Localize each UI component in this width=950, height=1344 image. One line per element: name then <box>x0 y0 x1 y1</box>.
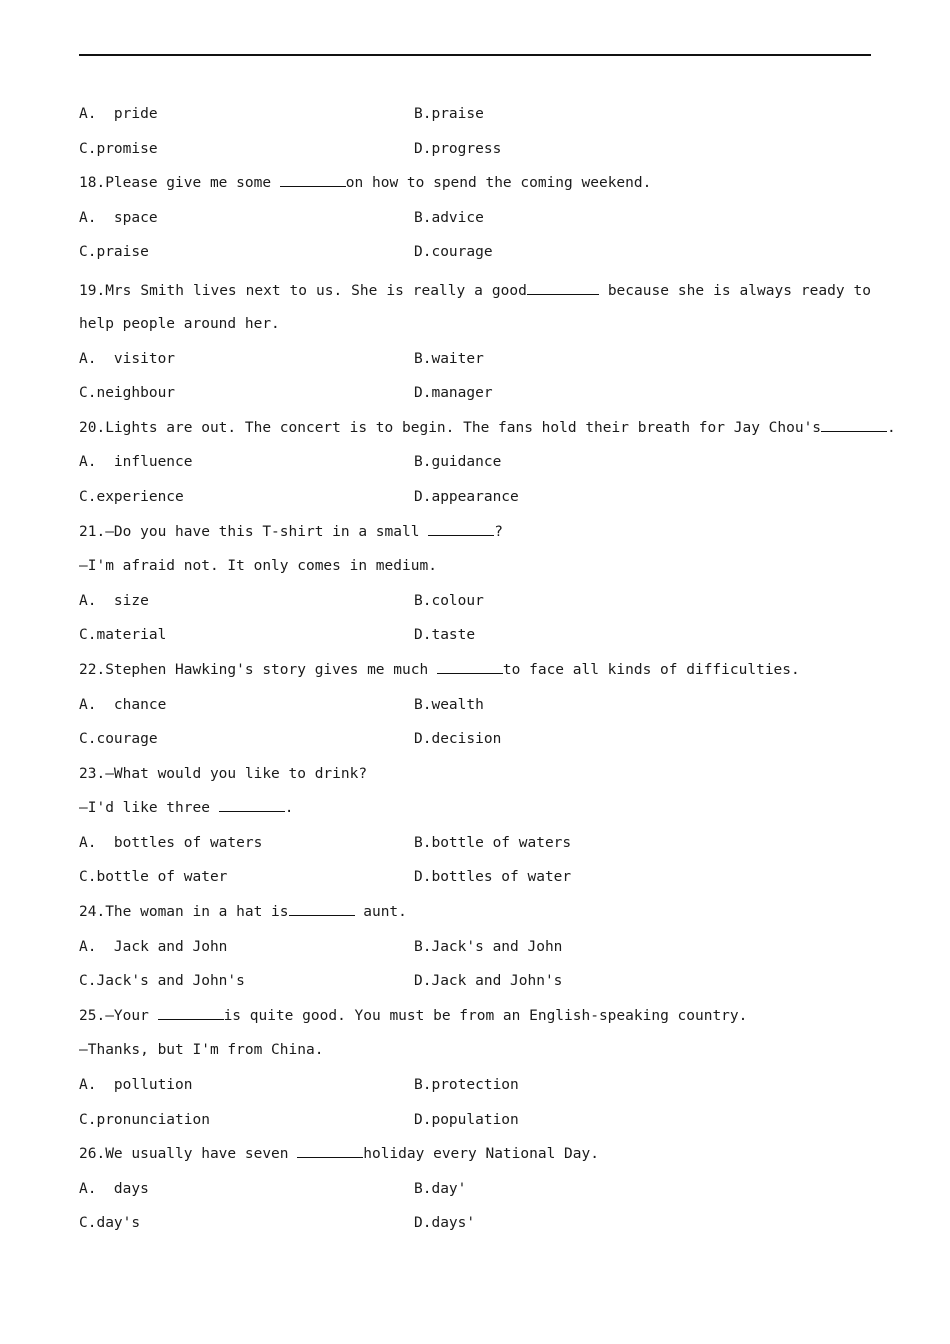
q23-reply <box>79 794 871 829</box>
q26-option-d[interactable]: D.days' <box>414 1215 476 1232</box>
q20-stem-text-before: 20.Lights are out. The concert is to begin. The fans hold their breath for Jay Chou's <box>79 419 822 436</box>
q23-option-a[interactable]: A. bottles of waters <box>79 834 263 851</box>
q21-stem-text-before: 21.—Do you have this T-shirt in a small <box>79 523 429 540</box>
q21-reply: —I'm afraid not. It only comes in medium. <box>79 558 437 575</box>
q26-stem-text-after: holiday every National Day. <box>363 1146 599 1163</box>
q20-options-row-1 <box>79 448 871 483</box>
q20-stem <box>79 414 896 449</box>
q21-stem <box>79 518 871 553</box>
q22-blank <box>437 658 503 674</box>
q18-option-c[interactable]: C.praise <box>79 244 149 261</box>
q19-option-a[interactable]: A. visitor <box>79 350 176 367</box>
q18-stem <box>79 169 871 204</box>
question-list <box>79 100 896 1244</box>
header-rule <box>79 54 871 56</box>
q19-option-c[interactable]: C.neighbour <box>79 385 176 402</box>
q24-stem-text-before: 24.The woman in a hat is <box>79 904 289 921</box>
q17-option-d[interactable]: D.progress <box>414 140 502 157</box>
q23-stem: 23.—What would you like to drink? <box>79 765 368 782</box>
q21-option-a[interactable]: A. size <box>79 592 149 609</box>
q18-option-b[interactable]: B.advice <box>414 209 484 226</box>
q17-option-c[interactable]: C.promise <box>79 140 158 157</box>
q24-option-a[interactable]: A. Jack and John <box>79 938 228 955</box>
q23-options-row-2 <box>79 863 871 898</box>
q25-stem-text-before: 25.—Your <box>79 1007 158 1024</box>
q20-option-b[interactable]: B.guidance <box>414 454 502 471</box>
q21-option-d[interactable]: D.taste <box>414 627 476 644</box>
q26-options-row-2 <box>79 1209 871 1244</box>
q23-reply-text-after: . <box>284 800 294 817</box>
q24-options-row-2 <box>79 967 871 1002</box>
q26-blank <box>297 1142 363 1158</box>
q26-stem-text-before: 26.We usually have seven <box>79 1146 298 1163</box>
q20-options-row-2 <box>79 483 871 518</box>
q18-options-row-1 <box>79 204 871 239</box>
q24-stem-text-after: aunt. <box>354 904 407 921</box>
q25-stem <box>79 1002 871 1037</box>
q19-stem <box>79 273 871 310</box>
q18-option-a[interactable]: A. space <box>79 209 158 226</box>
q22-stem-text-before: 22.Stephen Hawking's story gives me much <box>79 661 437 678</box>
q22-option-a[interactable]: A. chance <box>79 696 167 713</box>
q22-option-c[interactable]: C.courage <box>79 731 158 748</box>
q18-stem-text-before: 18.Please give me some <box>79 175 280 192</box>
q21-options-row-2 <box>79 621 871 656</box>
q23-option-c[interactable]: C.bottle of water <box>79 869 228 886</box>
q20-blank <box>821 416 887 432</box>
q22-options-row-2 <box>79 725 871 760</box>
q19-stem-text-after: because she is always ready to <box>598 282 872 299</box>
q18-option-d[interactable]: D.courage <box>414 244 493 261</box>
q18-stem-text-after: on how to spend the coming weekend. <box>345 175 652 192</box>
q25-option-d[interactable]: D.population <box>414 1111 519 1128</box>
q26-option-c[interactable]: C.day's <box>79 1215 141 1232</box>
q19-options-row-2 <box>79 379 871 414</box>
q21-option-b[interactable]: B.colour <box>414 592 484 609</box>
q25-option-c[interactable]: C.pronunciation <box>79 1111 210 1128</box>
q17-options-row-1 <box>79 100 871 135</box>
q21-blank <box>428 520 494 536</box>
q19-stem-line-2: help people around her. <box>79 315 280 332</box>
q23-option-b[interactable]: B.bottle of waters <box>414 834 572 851</box>
q24-option-d[interactable]: D.Jack and John's <box>414 973 563 990</box>
q24-option-c[interactable]: C.Jack's and John's <box>79 973 245 990</box>
q26-option-a[interactable]: A. days <box>79 1180 149 1197</box>
q21-options-row-1 <box>79 587 871 622</box>
q17-option-b[interactable]: B.praise <box>414 106 484 122</box>
q24-stem <box>79 898 871 933</box>
q23-options-row-1 <box>79 829 871 864</box>
q19-option-b[interactable]: B.waiter <box>414 350 484 367</box>
q19-blank <box>527 279 599 295</box>
q17-option-a[interactable]: A. pride <box>79 106 158 122</box>
q25-stem-text-after: is quite good. You must be from an English-speaking country. <box>223 1007 748 1024</box>
q26-stem <box>79 1140 871 1175</box>
q25-options-row-2 <box>79 1106 871 1141</box>
q22-options-row-1 <box>79 691 871 726</box>
q19-option-d[interactable]: D.manager <box>414 385 493 402</box>
q21-option-c[interactable]: C.material <box>79 627 167 644</box>
q26-option-b[interactable]: B.day' <box>414 1180 467 1197</box>
q19-stem-text-before: 19.Mrs Smith lives next to us. She is really a good <box>79 282 527 299</box>
q22-stem <box>79 656 871 691</box>
q20-option-a[interactable]: A. influence <box>79 454 193 471</box>
q21-stem-text-after: ? <box>494 523 503 540</box>
q24-option-b[interactable]: B.Jack's and John <box>414 938 563 955</box>
q18-options-row-2 <box>79 238 871 273</box>
q20-option-d[interactable]: D.appearance <box>414 488 519 505</box>
q23-reply-text-before: —I'd like three <box>79 800 219 817</box>
q25-blank <box>158 1004 224 1020</box>
q25-reply: —Thanks, but I'm from China. <box>79 1042 324 1059</box>
q18-blank <box>280 171 346 187</box>
q25-option-a[interactable]: A. pollution <box>79 1077 193 1094</box>
q26-options-row-1 <box>79 1175 871 1210</box>
q22-stem-text-after: to face all kinds of difficulties. <box>502 661 800 678</box>
q24-options-row-1 <box>79 933 871 968</box>
q17-options-row-2 <box>79 135 871 170</box>
q23-blank <box>219 796 285 812</box>
q25-options-row-1 <box>79 1071 871 1106</box>
q22-option-d[interactable]: D.decision <box>414 731 502 748</box>
q20-stem-text-after: . <box>887 419 896 436</box>
q19-options-row-1 <box>79 345 871 380</box>
q25-option-b[interactable]: B.protection <box>414 1077 519 1094</box>
q20-option-c[interactable]: C.experience <box>79 488 184 505</box>
q24-blank <box>289 900 355 916</box>
q22-option-b[interactable]: B.wealth <box>414 696 484 713</box>
q23-option-d[interactable]: D.bottles of water <box>414 869 572 886</box>
